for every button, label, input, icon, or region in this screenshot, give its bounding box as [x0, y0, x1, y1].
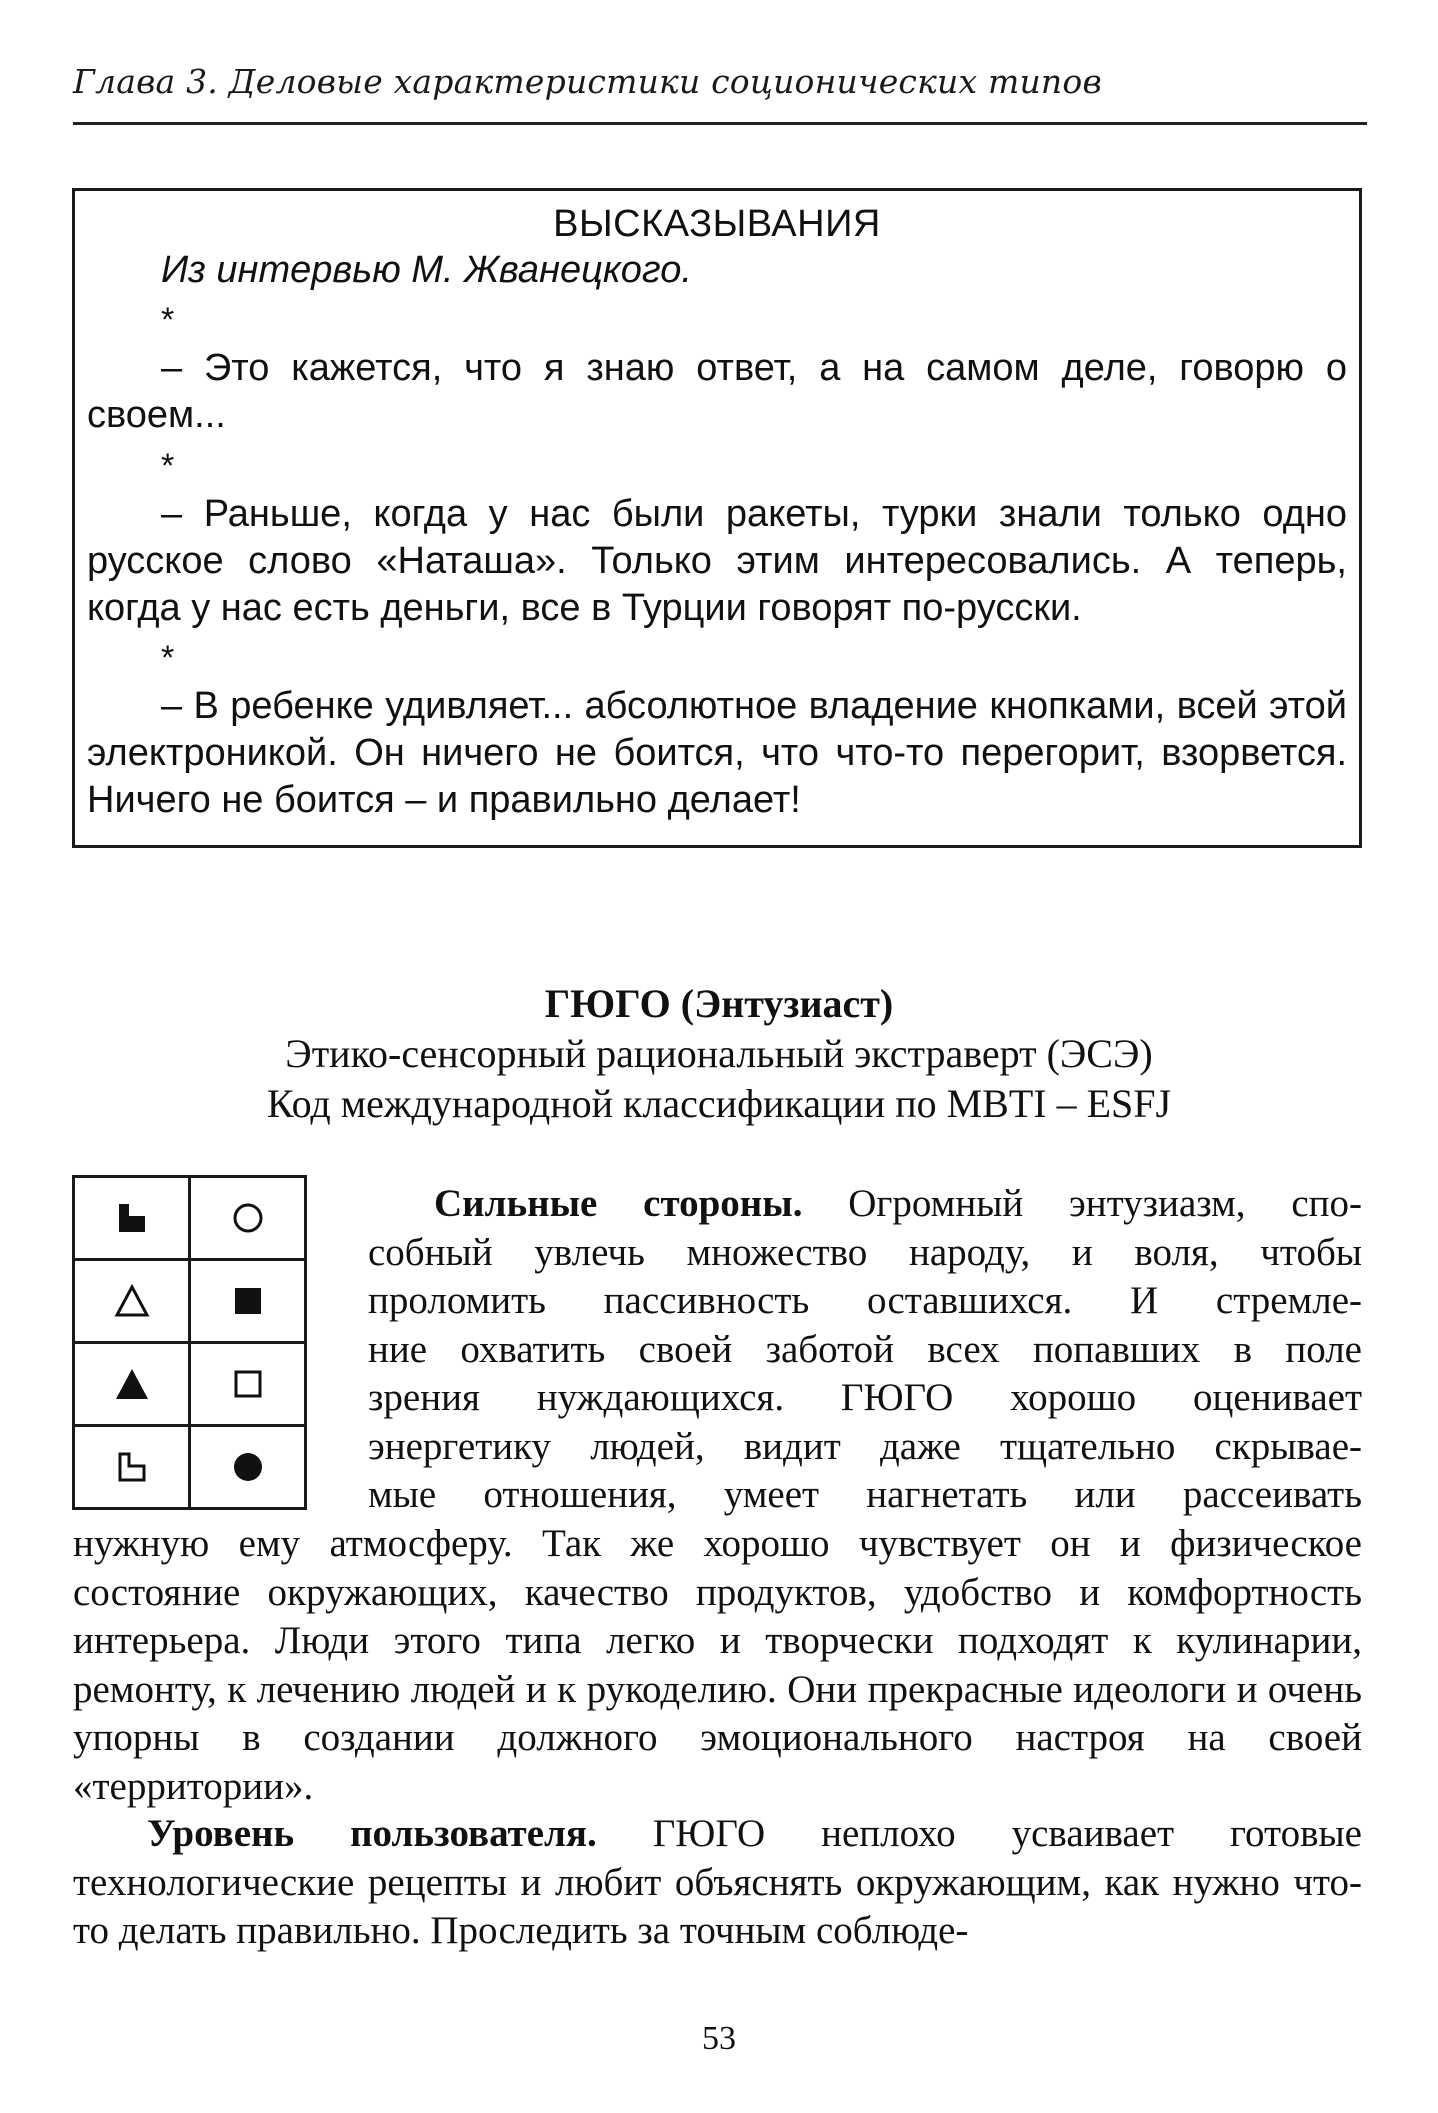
grid-cell — [190, 1260, 306, 1343]
strengths-line — [368, 1180, 1362, 1229]
strengths-line: ние охватить своей заботой всех попавших в поле — [368, 1327, 1362, 1371]
square-filled-icon — [232, 1285, 264, 1317]
type-title: ГЮГО (Энтузиаст) — [544, 981, 894, 1026]
strengths-label: Сильные стороны. — [434, 1182, 803, 1225]
grid-cell — [74, 1426, 190, 1509]
corner-filled-icon — [116, 1202, 148, 1234]
grid-cell — [74, 1177, 190, 1260]
strengths-continuation: нужную ему атмосферу. Так же хорошо чувствует он и физическое состояние окружающих, качество продуктов, удобство и комфортность интерьера. Люди этого типа легко и творчески подходят к кулинарии, ремонту, к лечению людей и к рукоделию. Они прекрасные идеологи и очень упорны в создании должного эмоционального настроя на своей «территории». — [73, 1522, 1362, 1808]
running-header: Глава 3. Деловые характеристики соционических типов — [73, 62, 1102, 101]
quote-separator: * — [161, 639, 175, 677]
circle-filled-icon — [231, 1450, 265, 1484]
user-level-text: ГЮГО неплохо усваивает готовые технологические рецепты и любит объяснять окружающим, как нужно что-то делать правильно. Проследить за точным соблюде- — [73, 1812, 1362, 1952]
quote-separator: * — [161, 301, 175, 339]
quote-item: – Это кажется, что я знаю ответ, а на самом деле, говорю о своем... — [87, 347, 1347, 436]
triangle-filled-icon — [114, 1367, 150, 1401]
quotes-source: Из интервью М. Жванецкого. — [161, 249, 692, 291]
quote-item: – Раньше, когда у нас были ракеты, турки знали только одно русское слово «Наташа». Только этим интересовались. А теперь, когда у нас есть деньги, все в Турции говорят по-русски. — [87, 493, 1347, 629]
header-divider — [73, 122, 1367, 125]
quote-item: – В ребенке удивляет... абсолютное владение кнопками, всей этой электроникой. Он ничего не боится, что что-то перегорит, взорвется. Ничего не боится – и правильно делает! — [87, 685, 1347, 821]
square-outline-icon — [232, 1368, 264, 1400]
page-number: 53 — [702, 2020, 736, 2057]
grid-cell — [190, 1177, 306, 1260]
strengths-line: собный увлечь множество народу, и воля, чтобы — [368, 1230, 1362, 1274]
grid-cell — [190, 1343, 306, 1426]
strengths-line: зрения нуждающихся. ГЮГО хорошо оценивает — [368, 1376, 1362, 1419]
strengths-wrapped — [368, 1180, 1362, 1520]
grid-cell — [190, 1426, 306, 1509]
quotes-box — [72, 188, 1362, 848]
quote-separator: * — [161, 447, 175, 485]
type-subtitle: Этико-сенсорный рациональный экстраверт (ЭСЭ) — [285, 1031, 1153, 1076]
user-level-paragraph — [73, 1810, 1362, 1956]
mbti-code: Код международной классификации по MBTI – ESFJ — [266, 1081, 1172, 1126]
user-level-label: Уровень пользователя. — [147, 1812, 597, 1855]
grid-cell — [74, 1260, 190, 1343]
strengths-text: Огромный энтузиазм, спо- — [848, 1182, 1362, 1225]
corner-outline-icon — [116, 1451, 148, 1483]
grid-cell — [74, 1343, 190, 1426]
strengths-line: проломить пассивность оставшихся. И стремле- — [368, 1279, 1362, 1322]
model-a-grid — [72, 1175, 307, 1510]
strengths-line: энергетику людей, видит даже тщательно скрывае- — [368, 1424, 1362, 1468]
triangle-outline-icon — [114, 1284, 150, 1318]
circle-outline-icon — [231, 1201, 265, 1235]
quotes-title: ВЫСКАЗЫВАНИЯ — [553, 203, 881, 245]
strengths-line: мые отношения, умеет нагнетать или рассеивать — [368, 1473, 1362, 1516]
